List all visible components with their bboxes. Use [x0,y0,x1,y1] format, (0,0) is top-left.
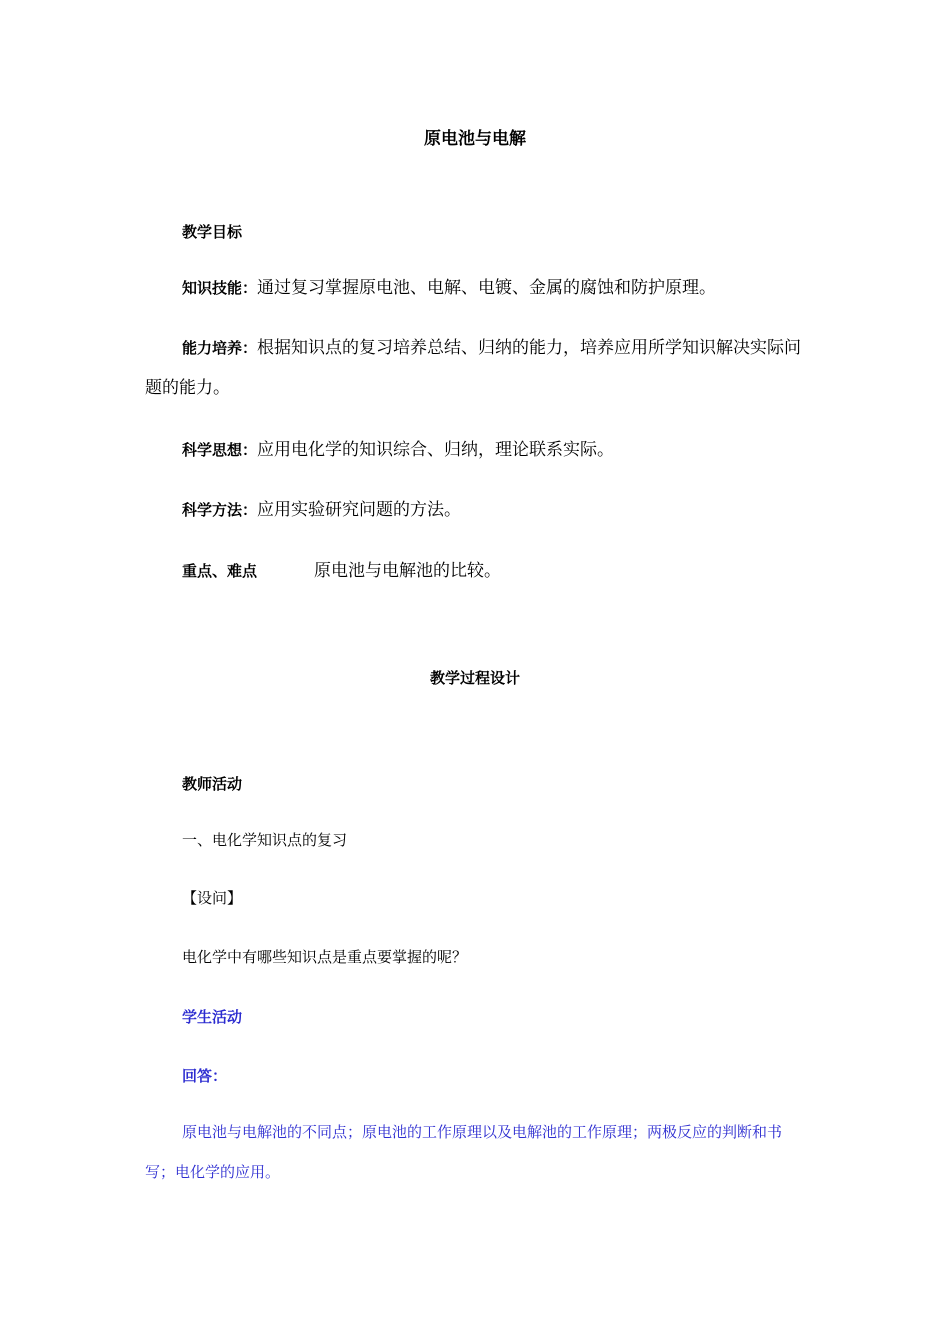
key-points-row [182,556,501,586]
method-label: 科学方法： [182,501,258,519]
ability-text: 根据知识点的复习培养总结、归纳的能力，培养应用所学知识解决实际问题的能力。 [145,338,802,398]
answer-paragraph [145,1112,805,1192]
knowledge-label: 知识技能： [182,279,258,297]
ability-paragraph [145,328,805,408]
document-title: 原电池与电解 [424,129,526,149]
knowledge-text: 通过复习掌握原电池、电解、电镀、金属的腐蚀和防护原理。 [257,278,717,298]
ability-label: 能力培养： [182,339,258,357]
question-tag: 【设问】 [182,889,243,907]
thinking-text: 应用电化学的知识综合、归纳，理论联系实际。 [257,440,615,460]
student-activity-heading: 学生活动 [182,1008,243,1026]
key-points-text: 原电池与电解池的比较。 [314,561,501,581]
thinking-label: 科学思想： [182,441,258,459]
process-title: 教学过程设计 [429,669,520,687]
method-text: 应用实验研究问题的方法。 [257,500,462,520]
objectives-heading: 教学目标 [182,223,243,241]
answer-text: 原电池与电解池的不同点；原电池的工作原理以及电解池的工作原理；两极反应的判断和书写；电化学的应用。 [145,1123,783,1181]
review-line: 一、电化学知识点的复习 [182,831,348,849]
key-points-label: 重点、难点 [182,562,258,580]
knowledge-paragraph [145,268,805,308]
method-paragraph [145,490,805,530]
answer-label: 回答： [182,1067,228,1085]
thinking-paragraph [145,430,805,470]
question-text: 电化学中有哪些知识点是重点要掌握的呢？ [182,948,468,966]
teacher-activity-heading: 教师活动 [182,775,243,793]
